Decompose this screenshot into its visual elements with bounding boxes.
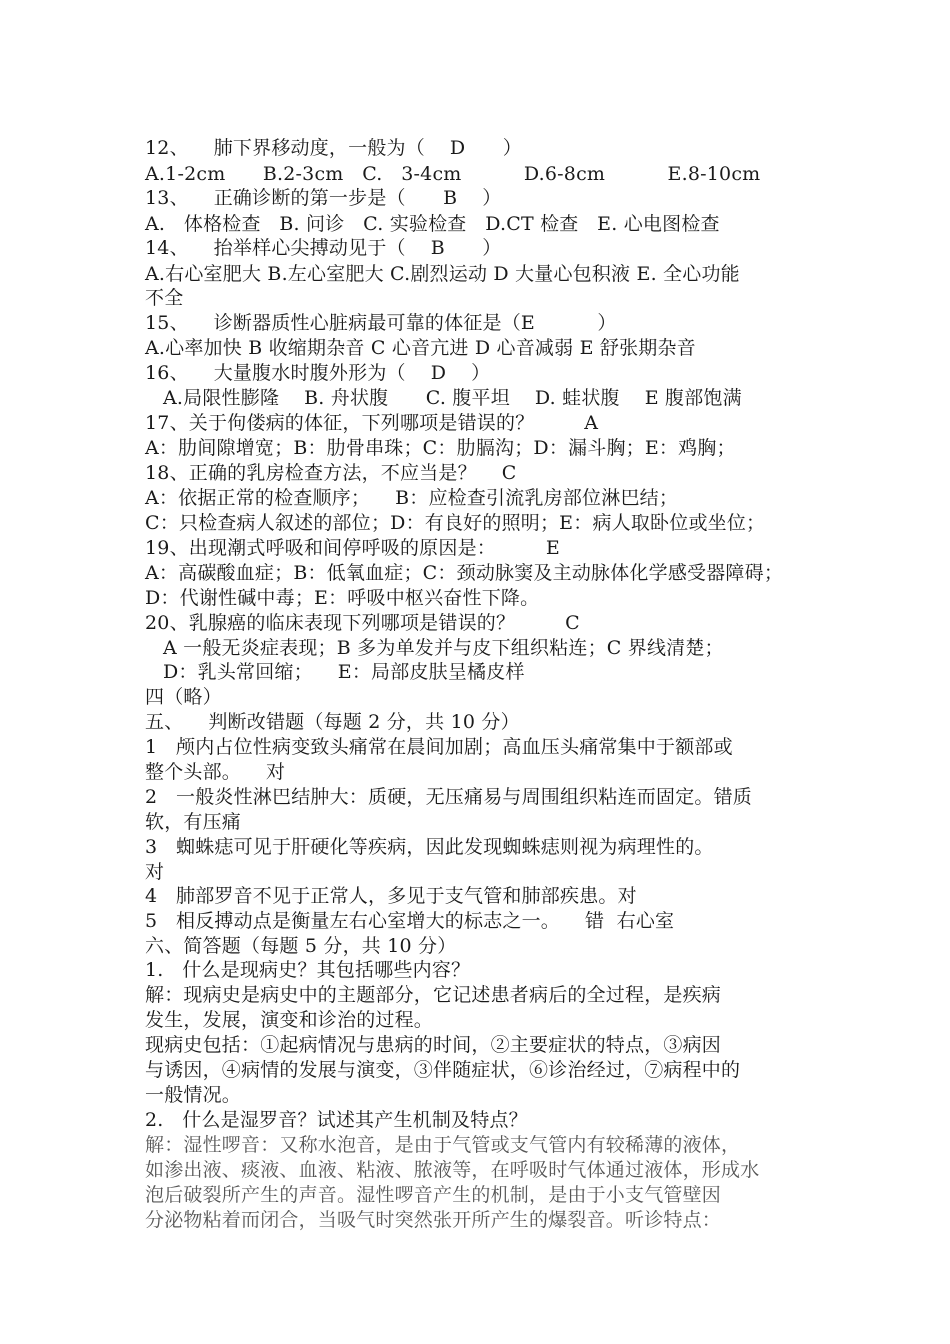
text-line-14: 18、正确的乳房检查方法，不应当是？ C — [145, 462, 517, 484]
text-line-25: 1 颅内占位性病变致头痛常在晨间加剧；高血压头痛常集中于额部或 — [145, 736, 733, 758]
text-line-4: A. 体格检查 B. 问诊 C. 实验检查 D.CT 检查 E. 心电图检查 — [145, 213, 720, 235]
text-line-2: A.1-2cm B.2-3cm C. 3-4cm D.6-8cm E.8-10cm — [145, 163, 761, 185]
text-line-28: 软，有压痛 — [145, 811, 242, 833]
text-line-3: 13、 正确诊断的第一步是（ B ） — [145, 187, 502, 209]
text-line-42: 如渗出液、痰液、血液、粘液、脓液等，在呼吸时气体通过液体，形成水 — [145, 1159, 760, 1181]
text-line-35: 解：现病史是病史中的主题部分，它记述患者病后的全过程，是疾病 — [145, 984, 722, 1006]
text-line-29: 3 蜘蛛痣可见于肝硬化等疾病，因此发现蜘蛛痣则视为病理性的。 — [145, 836, 714, 858]
text-line-16: C：只检查病人叙述的部位；D：有良好的照明；E：病人取卧位或坐位； — [145, 512, 766, 534]
text-line-43: 泡后破裂所产生的声音。湿性啰音产生的机制，是由于小支气管壁因 — [145, 1184, 722, 1206]
text-line-20: 20、乳腺癌的临床表现下列哪项是错误的？ C — [145, 612, 580, 634]
text-line-41: 解：湿性啰音：又称水泡音，是由于气管或支气管内有较稀薄的液体， — [145, 1134, 741, 1156]
text-line-32: 5 相反搏动点是衡量左右心室增大的标志之一。 错 右心室 — [145, 910, 675, 932]
text-line-18: A：高碳酸血症；B：低氧血症；C：颈动脉窦及主动脉体化学感受器障碍； — [145, 562, 784, 584]
text-line-11: A.局限性膨隆 B. 舟状腹 C. 腹平坦 D. 蛙状腹 E 腹部饱满 — [163, 387, 742, 409]
text-line-7: 不全 — [145, 287, 184, 309]
text-line-33: 六、简答题（每题 5 分，共 10 分） — [145, 935, 457, 957]
text-line-39: 一般情况。 — [145, 1084, 242, 1106]
text-line-34: 1. 什么是现病史？其包括哪些内容？ — [145, 959, 471, 981]
text-line-23: 四（略） — [145, 686, 222, 708]
text-line-13: A：肋间隙增宽；B：肋骨串珠；C：肋膈沟；D：漏斗胸；E：鸡胸； — [145, 437, 736, 459]
text-line-17: 19、出现潮式呼吸和间停呼吸的原因是： E — [145, 537, 560, 559]
text-line-40: 2. 什么是湿罗音？试述其产生机制及特点？ — [145, 1109, 528, 1131]
text-line-8: 15、 诊断器质性心脏病最可靠的体征是（E ） — [145, 312, 617, 334]
text-line-38: 与诱因，④病情的发展与演变，③伴随症状，⑥诊治经过，⑦病程中的 — [145, 1059, 741, 1081]
text-line-22: D：乳头常回缩； E：局部皮肤呈橘皮样 — [163, 661, 525, 683]
text-line-21: A 一般无炎症表现；B 多为单发并与皮下组织粘连；C 界线清楚； — [163, 637, 724, 659]
text-line-10: 16、 大量腹水时腹外形为（ D ） — [145, 362, 491, 384]
text-line-37: 现病史包括：①起病情况与患病的时间，②主要症状的特点，③病因 — [145, 1034, 722, 1056]
text-line-12: 17、关于佝偻病的体征，下列哪项是错误的？ A — [145, 412, 599, 434]
text-line-30: 对 — [145, 861, 165, 883]
text-line-9: A.心率加快 B 收缩期杂音 C 心音亢进 D 心音减弱 E 舒张期杂音 — [145, 337, 696, 359]
text-line-19: D：代谢性碱中毒；E：呼吸中枢兴奋性下降。 — [145, 587, 540, 609]
text-line-26: 整个头部。 对 — [145, 761, 286, 783]
text-line-36: 发生，发展，演变和诊治的过程。 — [145, 1009, 434, 1031]
text-line-44: 分泌物粘着而闭合，当吸气时突然张开所产生的爆裂音。听诊特点： — [145, 1209, 722, 1231]
text-line-15: A：依据正常的检查顺序； B：应检查引流乳房部位淋巴结； — [145, 487, 679, 509]
text-line-5: 14、 抬举样心尖搏动见于（ B ） — [145, 237, 502, 259]
text-line-1: 12、 肺下界移动度，一般为（ D ） — [145, 137, 522, 159]
text-line-31: 4 肺部罗音不见于正常人，多见于支气管和肺部疾患。对 — [145, 885, 637, 907]
text-line-24: 五、 判断改错题（每题 2 分，共 10 分） — [145, 711, 520, 733]
text-line-27: 2 一般炎性淋巴结肿大：质硬，无压痛易与周围组织粘连而固定。错质 — [145, 786, 753, 808]
text-line-6: A.右心室肥大 B.左心室肥大 C.剧烈运动 D 大量心包积液 E. 全心功能 — [145, 263, 740, 285]
